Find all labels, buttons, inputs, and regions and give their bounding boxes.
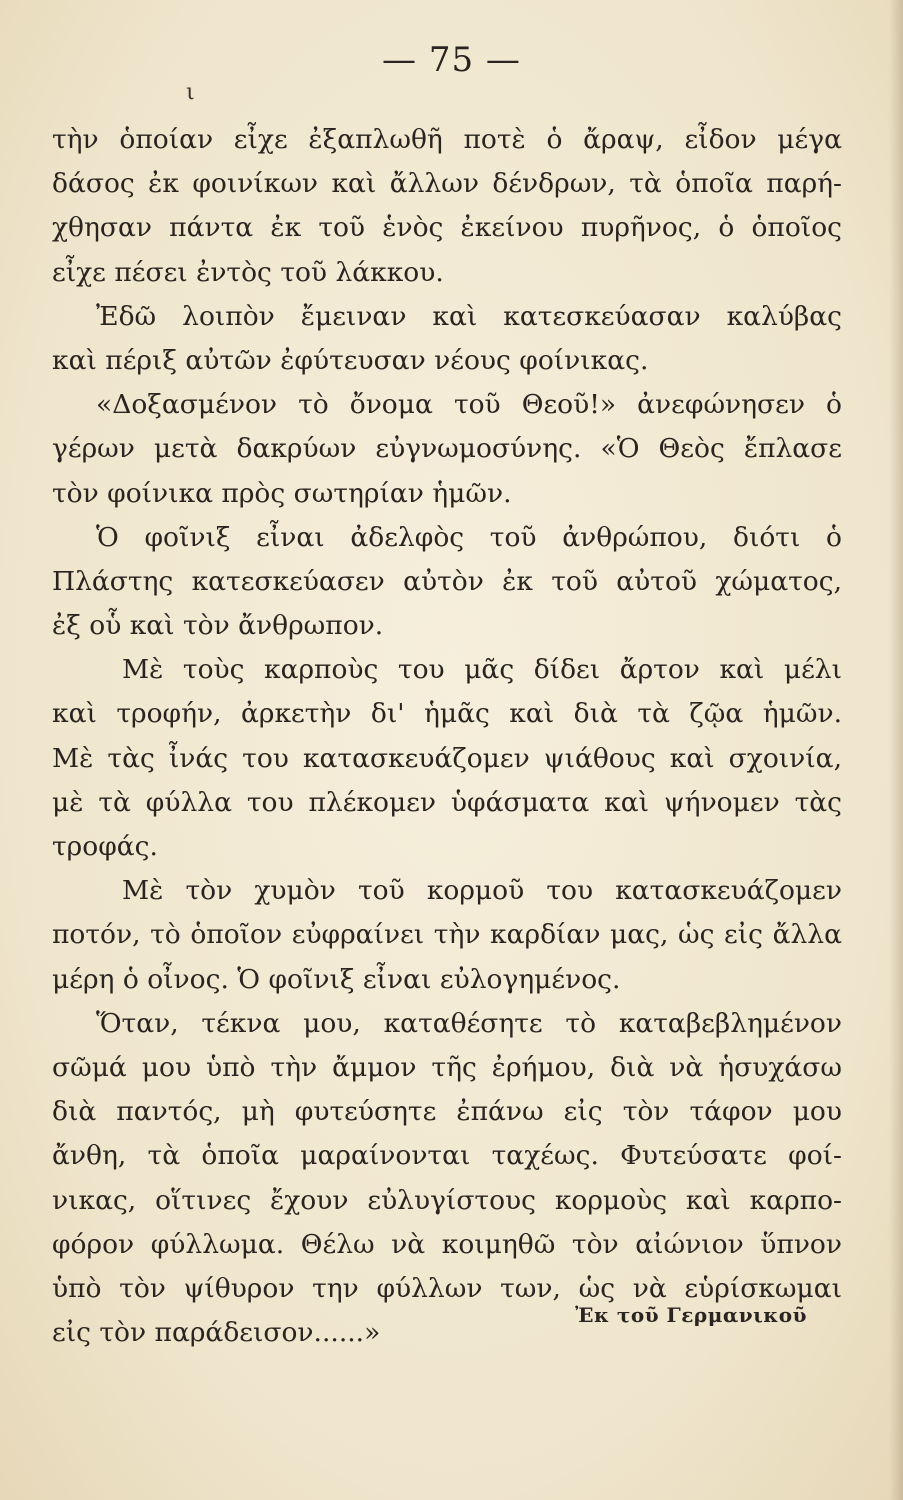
text-line: χθησαν πάντα ἐκ τοῦ ἑνὸς ἐκείνου πυρῆνος, ὁ ὁποῖος: [52, 212, 842, 244]
text-line: γέρων μετὰ δακρύων εὐγνωμοσύνης. «Ὁ Θεὸς ἔπλασε: [52, 433, 842, 465]
text-line: Μὲ τοὺς καρποὺς του μᾶς δίδει ἄρτον καὶ μέλι: [122, 654, 842, 686]
text-line: εἰς τὸν παράδεισον......»: [52, 1317, 381, 1349]
text-line: Μὲ τὸν χυμὸν τοῦ κορμοῦ του κατασκευάζομεν: [122, 875, 842, 907]
text-line: μέρη ὁ οἶνος. Ὁ φοῖνιξ εἶναι εὐλογημένος.: [52, 963, 621, 995]
text-line: τροφάς.: [52, 831, 158, 862]
text-line: καὶ τροφήν, ἀρκετὴν δι' ἡμᾶς καὶ διὰ τὰ ζῷα ἡμῶν.: [52, 698, 842, 730]
text-line: τὴν ὁποίαν εἶχε ἐξαπλωθῆ ποτὲ ὁ ἄραψ, εἶδον μέγα: [52, 124, 842, 155]
text-line: μὲ τὰ φύλλα του πλέκομεν ὑφάσματα καὶ ψήνομεν τὰς: [52, 786, 842, 818]
text-line: τὸν φοίνικα πρὸς σωτηρίαν ἡμῶν.: [52, 477, 512, 509]
body-text: [52, 118, 842, 1355]
text-line: Ὁ φοῖνιξ εἶναι ἀδελφὸς τοῦ ἀνθρώπου, διότι ὁ: [96, 521, 842, 553]
text-line: εἶχε πέσει ἐντὸς τοῦ λάκκου.: [52, 256, 444, 288]
text-line: δάσος ἐκ φοινίκων καὶ ἄλλων δένδρων, τὰ ὁποῖα παρή-: [52, 168, 842, 200]
page-edge-shadow: [889, 0, 903, 1500]
text-line: φόρον φύλλωμα. Θέλω νὰ κοιμηθῶ τὸν αἰώνιον ὕπνον: [52, 1228, 842, 1260]
text-line: Μὲ τὰς ἶνάς του κατασκευάζομεν ψιάθους καὶ σχοινία,: [52, 742, 842, 774]
stray-ink-mark: ι: [186, 80, 195, 105]
text-line: διὰ παντός, μὴ φυτεύσητε ἐπάνω εἰς τὸν τάφον μου: [52, 1096, 842, 1128]
text-line: νικας, οἵτινες ἔχουν εὐλυγίστους κορμοὺς καὶ καρπο-: [52, 1184, 842, 1216]
text-line: καὶ πέριξ αὐτῶν ἐφύτευσαν νέους φοίνικας.: [52, 344, 649, 376]
page-number: — 75 —: [382, 40, 521, 80]
text-line: ἐξ οὗ καὶ τὸν ἄνθρωπον.: [52, 610, 384, 642]
text-line: «Δοξασμένον τὸ ὄνομα τοῦ Θεοῦ!» ἀνεφώνησεν ὁ: [96, 389, 842, 421]
text-line: ποτόν, τὸ ὁποῖον εὐφραίνει τὴν καρδίαν μας, ὡς εἰς ἄλλα: [52, 919, 842, 951]
text-line: ὑπὸ τὸν ψίθυρον την φύλλων των, ὡς νὰ εὑρίσκωμαι: [52, 1272, 842, 1304]
text-line: σῶμά μου ὑπὸ τὴν ἄμμον τῆς ἐρήμου, διὰ νὰ ἡσυχάσω: [52, 1051, 842, 1083]
text-line: Ὅταν, τέκνα μου, καταθέσητε τὸ καταβεβλημένον: [96, 1007, 842, 1039]
text-line: Πλάστης κατεσκεύασεν αὐτὸν ἐκ τοῦ αὐτοῦ χώματος,: [52, 565, 842, 597]
text-line: Ἐδῶ λοιπὸν ἔμειναν καὶ κατεσκεύασαν καλύβας: [96, 300, 842, 332]
text-line: ἄνθη, τὰ ὁποῖα μαραίνονται ταχέως. Φυτεύσατε φοί-: [52, 1140, 842, 1172]
source-attribution: Ἐκ τοῦ Γερμανικοῦ: [575, 1303, 807, 1327]
